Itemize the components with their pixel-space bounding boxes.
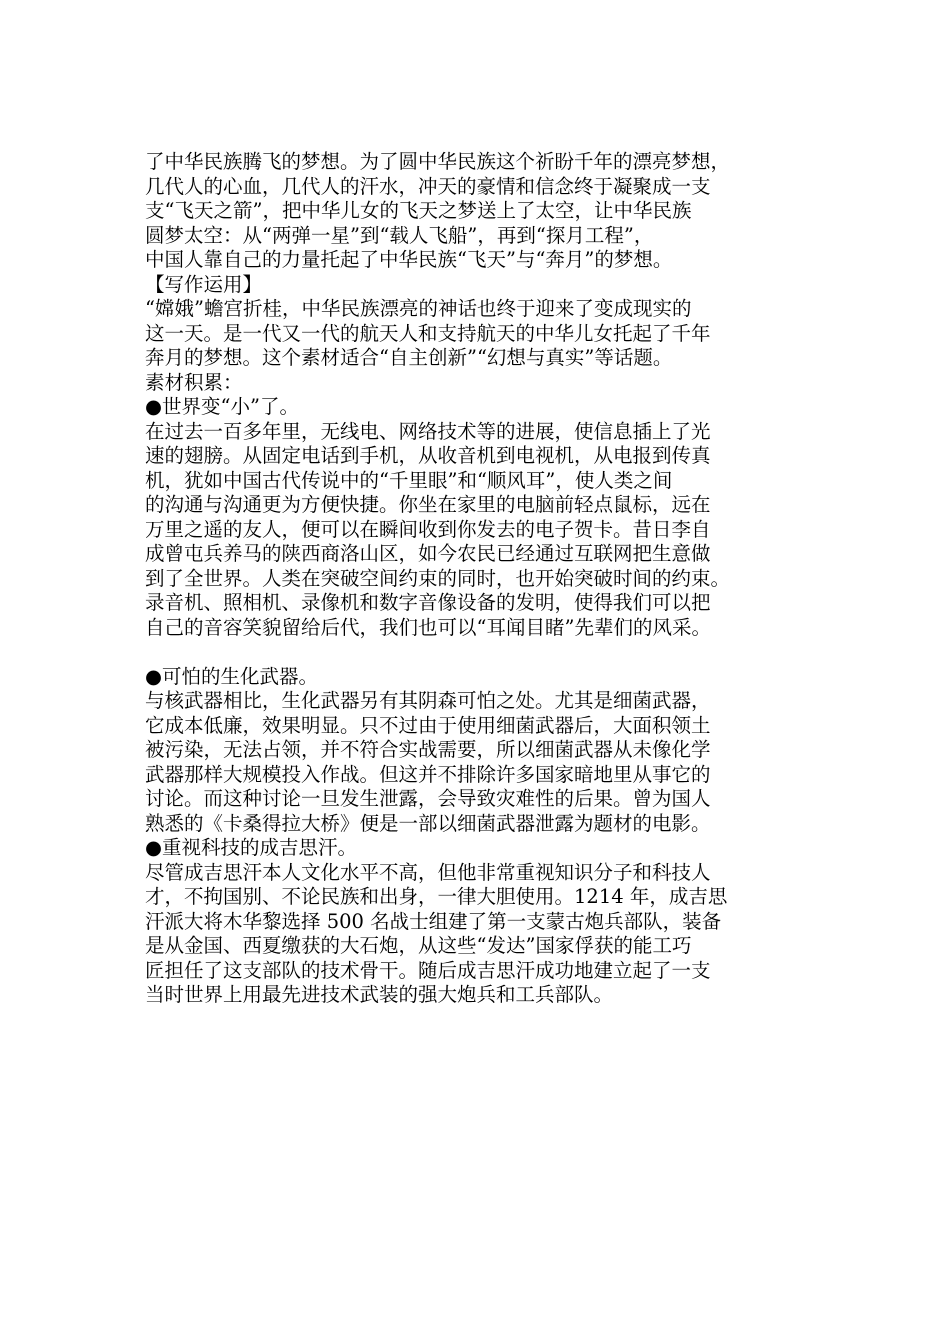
text-line: 万里之遥的友人，便可以在瞬间收到你发去的电子贺卡。昔日李自	[145, 517, 711, 541]
text-line: 奔月的梦想。这个素材适合“自主创新”“幻想与真实”等话题。	[145, 346, 673, 369]
text-line: 它成本低廉，效果明显。只不过由于使用细菌武器后，大面积领土	[145, 713, 711, 737]
text-line: 是从金国、西夏缴获的大石炮，从这些“发达”国家俘获的能工巧	[145, 934, 692, 957]
item-title: ●重视科技的成吉思汗。	[145, 836, 358, 859]
item-title: ●世界变“小”了。	[145, 395, 299, 418]
text-line: 汗派大将木华黎选择 500 名战士组建了第一支蒙古炮兵部队，装备	[145, 909, 722, 933]
material-item-bio-weapons	[145, 665, 825, 837]
text-line: 这一天。是一代又一代的航天人和支持航天的中华儿女托起了千年	[145, 321, 711, 345]
text-line: 录音机、照相机、录像机和数字音像设备的发明，使得我们可以把	[145, 591, 711, 614]
text-line: 匠担任了这支部队的技术骨干。随后成吉思汗成功地建立起了一支	[145, 958, 711, 982]
text-line: 的沟通与沟通更为方便快捷。你坐在家里的电脑前轻点鼠标，远在	[145, 493, 711, 516]
material-item-world-smaller	[145, 395, 825, 640]
text-line: 机，犹如中国古代传说中的“千里眼”和“顺风耳”，使人类之间	[145, 468, 673, 492]
paragraph-writing-usage	[145, 297, 825, 371]
text-line: 到了全世界。人类在突破空间约束的同时，也开始突破时间的约束。	[145, 566, 731, 590]
paragraph-flying-dream	[145, 150, 825, 273]
text-line: 当时世界上用最先进技术武装的强大炮兵和工兵部队。	[145, 983, 614, 1006]
material-item-genghis-khan	[145, 836, 825, 1008]
text-line: 几代人的心血，几代人的汗水，冲天的豪情和信念终于凝聚成一支	[145, 174, 711, 198]
text-line: 讨论。而这种讨论一旦发生泄露，会导致灾难性的后果。曾为国人	[145, 787, 711, 810]
material-accumulation-heading: 素材积累：	[145, 370, 243, 394]
text-line: 武器那样大规模投入作战。但这并不排除许多国家暗地里从事它的	[145, 762, 711, 786]
text-line: 才，不拘国别、不论民族和出身，一律大胆使用。1214 年，成吉思	[145, 885, 728, 908]
text-line: 中国人靠自己的力量托起了中华民族“飞天”与“奔月”的梦想。	[145, 248, 673, 271]
text-line: 支“飞天之箭”，把中华儿女的飞天之梦送上了太空，让中华民族	[145, 199, 692, 222]
text-line: 在过去一百多年里，无线电、网络技术等的进展，使信息插上了光	[145, 419, 711, 443]
text-line: 尽管成吉思汗本人文化水平不高，但他非常重视知识分子和科技人	[145, 860, 711, 884]
text-line: 与核武器相比，生化武器另有其阴森可怕之处。尤其是细菌武器，	[145, 689, 711, 712]
item-title: ●可怕的生化武器。	[145, 664, 319, 688]
blank-line	[145, 640, 825, 665]
text-line: 成曾屯兵养马的陕西商洛山区，如今农民已经通过互联网把生意做	[145, 542, 711, 565]
text-line: “嫦娥”蟾宫折桂，中华民族漂亮的神话也终于迎来了变成现实的	[145, 297, 692, 320]
writing-usage-heading: 【写作运用】	[145, 272, 263, 296]
text-line: 自己的音容笑貌留给后代，我们也可以“耳闻目睹”先辈们的风采。	[145, 615, 711, 639]
document-page	[145, 150, 825, 1008]
text-line: 了中华民族腾飞的梦想。为了圆中华民族这个祈盼千年的漂亮梦想，	[145, 150, 731, 173]
text-line: 熟悉的《卡桑得拉大桥》便是一部以细菌武器泄露为题材的电影。	[145, 811, 711, 835]
text-line: 被污染，无法占领，并不符合实战需要，所以细菌武器从未像化学	[145, 738, 711, 761]
text-line: 圆梦太空：从“两弹一星”到“载人飞船”，再到“探月工程”，	[145, 223, 654, 247]
text-line: 速的翅膀。从固定电话到手机，从收音机到电视机，从电报到传真	[145, 444, 711, 467]
